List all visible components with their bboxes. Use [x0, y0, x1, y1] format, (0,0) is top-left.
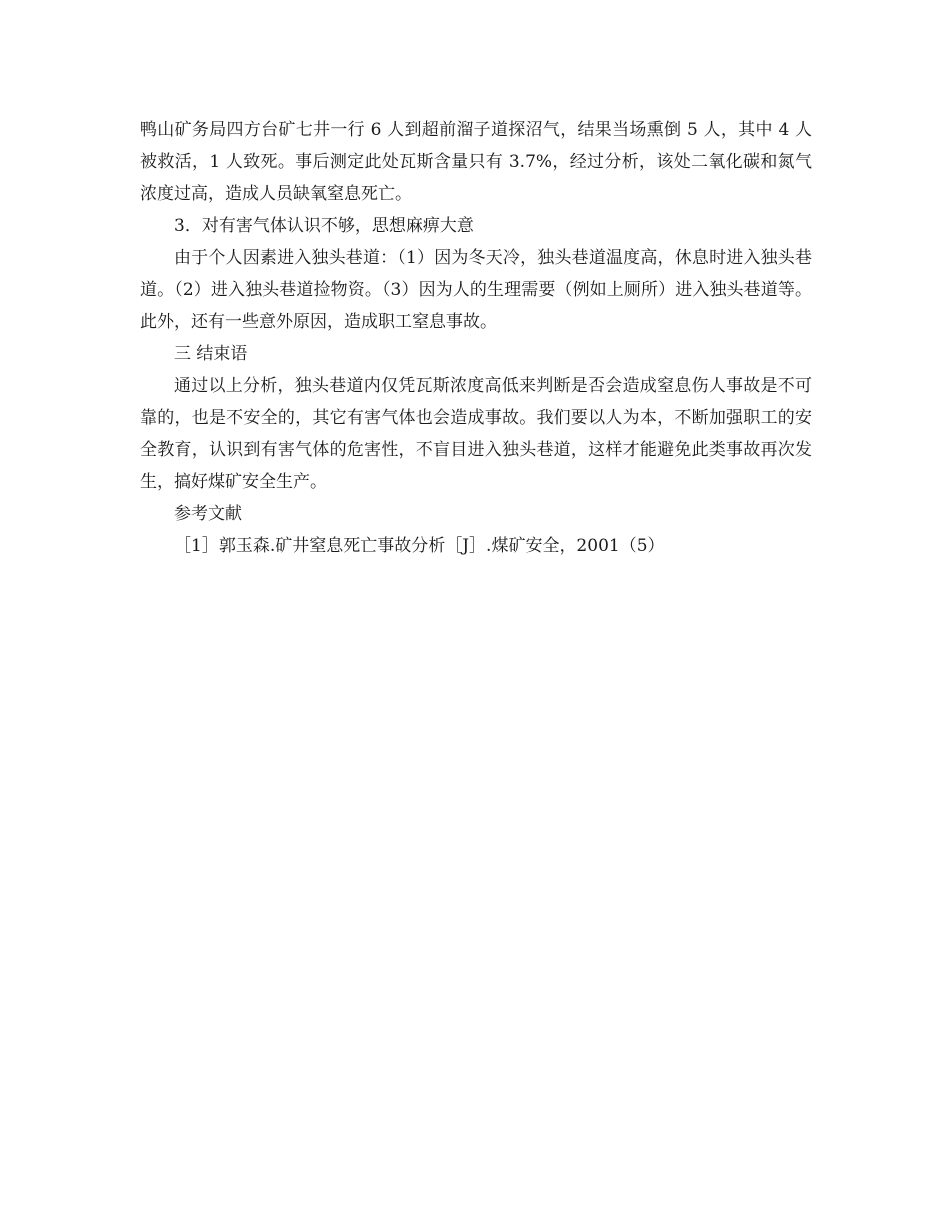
conclusion-heading: 三 结束语: [174, 344, 248, 364]
references-title: 参考文献: [174, 504, 242, 524]
paragraph-3: 由于个人因素进入独头巷道：（1）因为冬天冷，独头巷道温度高，休息时进入独头巷道。（2）进入独头巷道捡物资。（3）因为人的生理需要（例如上厕所）进入独头巷道等。此外，还有一些意外原因，造成职工窒息事故。: [140, 248, 812, 332]
case-paragraph: 鸭山矿务局四方台矿七井一行 6 人到超前溜子道探沼气，结果当场熏倒 5 人，其中 4 人被救活，1 人致死。事后测定此处瓦斯含量只有 3.7%，经过分析，该处二氧化碳和氮气浓度过高，造成人员缺氧窒息死亡。: [140, 120, 812, 204]
reference-item-1: ［1］郭玉森.矿井窒息死亡事故分析［J］.煤矿安全，2001（5）: [174, 536, 665, 556]
conclusion-paragraph: 通过以上分析，独头巷道内仅凭瓦斯浓度高低来判断是否会造成窒息伤人事故是不可靠的，也是不安全的，其它有害气体也会造成事故。我们要以人为本，不断加强职工的安全教育，认识到有害气体的危害性，不盲目进入独头巷道，这样才能避免此类事故再次发生，搞好煤矿安全生产。: [140, 376, 812, 492]
section-heading-3: 3．对有害气体认识不够，思想麻痹大意: [174, 216, 474, 236]
document-body: [140, 114, 812, 562]
